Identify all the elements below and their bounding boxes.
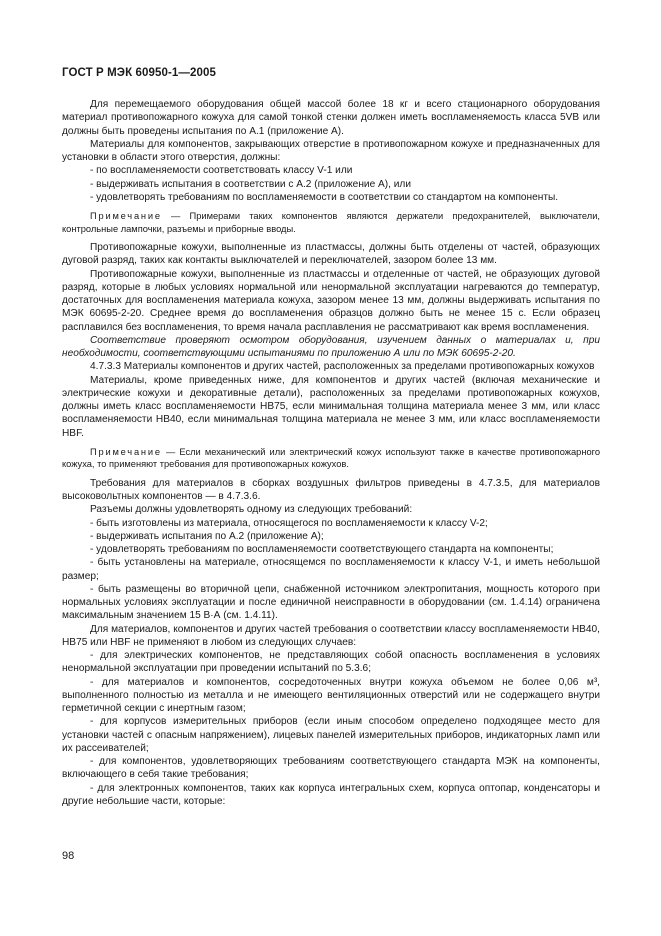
list-item: - выдерживать испытания в соответствии с А.2 (приложение А), или (90, 178, 411, 190)
paragraph: Противопожарные кожухи, выполненные из пластмассы и отделенные от частей, не образующих дуговой разряд, которые в любых условиях нормальной или ненормальной эксплуатации нагреваются до температур, достаточных для воспламенения материала кожуха, зазором менее 13 мм, должны выдерживать испытания по МЭК 60695-2-20. Среднее время до воспламенения образцов должно быть не менее 15 с. Если образец расплавился без воспламенения, то время начала расплавления не рассматривают как время воспламенения. (62, 268, 600, 333)
note (62, 446, 600, 471)
note-label: Примечание (90, 211, 162, 221)
paragraph: Требования для материалов в сборках воздушных фильтров приведены в 4.7.3.5, для материалов высоковольтных компонентов — в 4.7.3.6. (62, 477, 600, 502)
list-item: - для компонентов, удовлетворяющих требованиям соответствующего стандарта МЭК на компоненты, включающего в себя такие требования; (62, 756, 600, 781)
list-item: - для материалов и компонентов, сосредоточенных внутри кожуха объемом не более 0,06 м³, выполненного полностью из металла и не имеющего вентиляционных отверстий или не содержащего внутри герметичной секции с инертным газом; (62, 676, 600, 714)
paragraph: Материалы для компонентов, закрывающих отверстие в противопожарном кожухе и предназначенных для установки в области этого отверстия, должны: (62, 138, 600, 163)
note (62, 210, 600, 235)
list-item: - для электрических компонентов, не представляющих собой опасность воспламенения в условиях ненормальной эксплуатации при проведении испытаний по 5.3.6; (62, 650, 600, 675)
list-item: - быть изготовлены из материала, относящегося по воспламеняемости к классу V-2; (90, 517, 488, 529)
page-number: 98 (62, 850, 75, 862)
compliance-paragraph: Соответствие проверяют осмотром оборудования, изучением данных о материалах и, при необходимости, соответствующими испытаниями по приложению А или по МЭК 60695-2-20. (62, 334, 600, 359)
list-item: - по воспламеняемости соответствовать классу V-1 или (90, 165, 353, 177)
list-item: - для корпусов измерительных приборов (если иным способом определено подходящее место для установки частей с опасным напряжением), лицевых панелей измерительных приборов, индикаторных ламп или их рассеивателей; (62, 716, 600, 754)
list-item: - быть размещены во вторичной цепи, снабженной источником электропитания, мощность которого при нормальных условиях эксплуатации и после единичной неисправности в оборудовании (см. 1.4.14) ограничена максимальным значением 15 В·А (см. 1.4.11). (62, 583, 600, 622)
note-text: — Если механический или электрический кожух используют также в качестве противопожарного кожуха, то применяют требования для противопожарных кожухов. (62, 446, 600, 470)
list-item: - для электронных компонентов, таких как корпуса интегральных схем, корпуса оптопар, конденсаторы и другие небольшие части, которые: (62, 782, 600, 807)
section-heading: 4.7.3.3 Материалы компонентов и других частей, расположенных за пределами противопожарных кожухов (90, 361, 595, 373)
list-item: - выдерживать испытания по А.2 (приложение А); (90, 530, 324, 542)
note-label: Примечание (90, 446, 162, 457)
list-item: - удовлетворять требованиям по воспламеняемости в соответствии со стандартом на компоненты. (90, 191, 559, 203)
document-body (62, 98, 600, 808)
paragraph: Для перемещаемого оборудования общей массой более 18 кг и всего стационарного оборудования материал противопожарного кожуха для самой тонкой стенки должен иметь воспламеняемость класса 5VB или должны быть проведены испытания по А.1 (приложение А). (62, 99, 600, 137)
page-header: ГОСТ Р МЭК 60950-1—2005 (62, 67, 216, 79)
paragraph: Для материалов, компонентов и других частей требования о соответствии классу воспламеняемости НВ40, НВ75 или НВF не применяют в любом из следующих случаев: (62, 623, 600, 648)
paragraph: Разъемы должны удовлетворять одному из следующих требований: (90, 504, 413, 516)
list-item: - быть установлены на материале, относящемся по воспламеняемости к классу V-1, и иметь небольшой размер; (62, 557, 600, 582)
paragraph: Материалы, кроме приведенных ниже, для компонентов и других частей (включая механические и электрические кожухи и декоративные детали), расположенных за пределами противопожарных кожухов, должны иметь класс воспламеняемости НВ75, если минимальная толщина материала менее 3 мм, или класс воспламеняемости НВ40, если минимальная толщина материала не менее 3 мм, или класс воспламеняемости НВF. (62, 374, 600, 439)
paragraph: Противопожарные кожухи, выполненные из пластмассы, должны быть отделены от частей, образующих дуговой разряд, таких как контакты выключателей и переключателей, зазором более 13 мм. (62, 242, 600, 267)
list-item: - удовлетворять требованиям по воспламеняемости соответствующего стандарта на компоненты; (90, 544, 554, 555)
note-text: — Примерами таких компонентов являются держатели предохранителей, выключатели, контрольные лампочки, разъемы и приборные вводы. (62, 211, 600, 234)
